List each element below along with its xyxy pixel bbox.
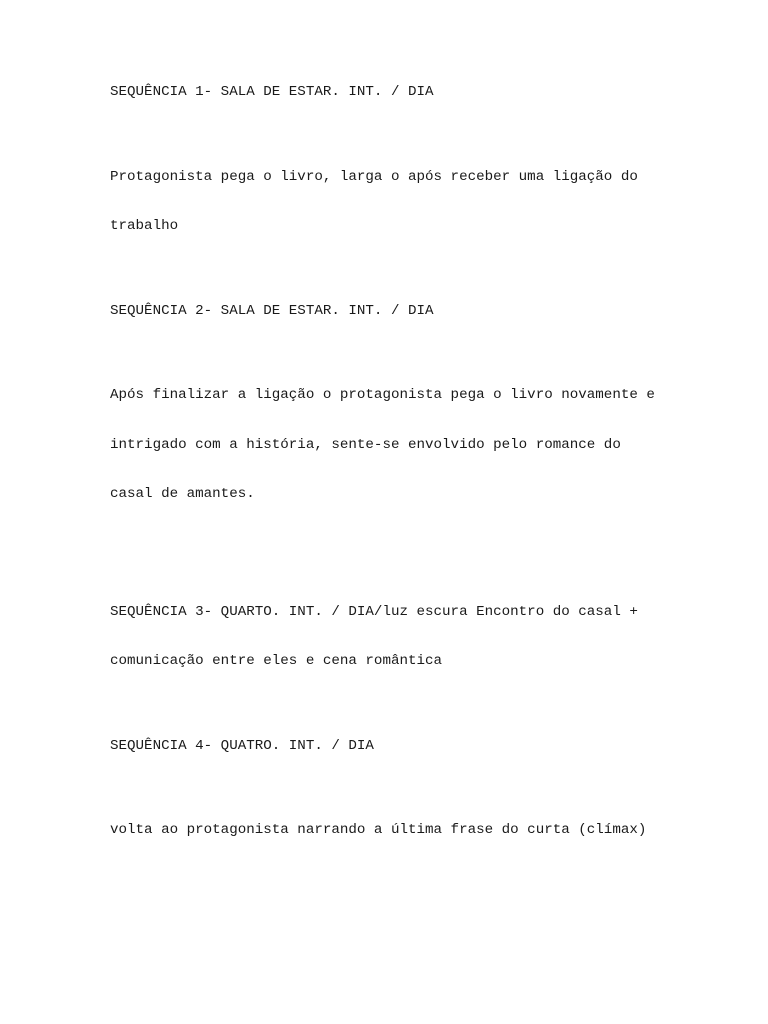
action-paragraph-3: [110, 789, 670, 872]
spacer: [110, 754, 670, 789]
action-paragraph-1: [110, 136, 670, 268]
scene-heading-3: [110, 571, 670, 703]
spacer: [110, 268, 670, 303]
spacer: [110, 319, 670, 354]
text-line: casal de amantes.: [110, 486, 255, 502]
text-line: intrigado com a história, sente-se envolvido pelo romance do: [110, 436, 621, 453]
text-line: Após finalizar a ligação o protagonista pega o livro novamente e: [110, 387, 655, 403]
text-line: SEQUÊNCIA 3- QUARTO. INT. / DIA/luz escura Encontro do casal +: [110, 603, 638, 620]
action-paragraph-2: [110, 354, 670, 536]
scene-heading-2: SEQUÊNCIA 2- SALA DE ESTAR. INT. / DIA: [110, 302, 434, 319]
spacer: [110, 703, 670, 738]
text-line: volta ao protagonista narrando a última frase do curta (clímax): [110, 822, 647, 838]
scene-heading-1: SEQUÊNCIA 1- SALA DE ESTAR. INT. / DIA: [110, 84, 434, 100]
text-line: Protagonista pega o livro, larga o após receber uma ligação do: [110, 168, 638, 185]
document-body: [110, 84, 670, 872]
text-line: comunicação entre eles e cena romântica: [110, 653, 443, 669]
spacer: [110, 536, 670, 571]
scene-heading-4: SEQUÊNCIA 4- QUATRO. INT. / DIA: [110, 737, 374, 754]
text-line: trabalho: [110, 218, 179, 234]
spacer: [110, 101, 670, 136]
